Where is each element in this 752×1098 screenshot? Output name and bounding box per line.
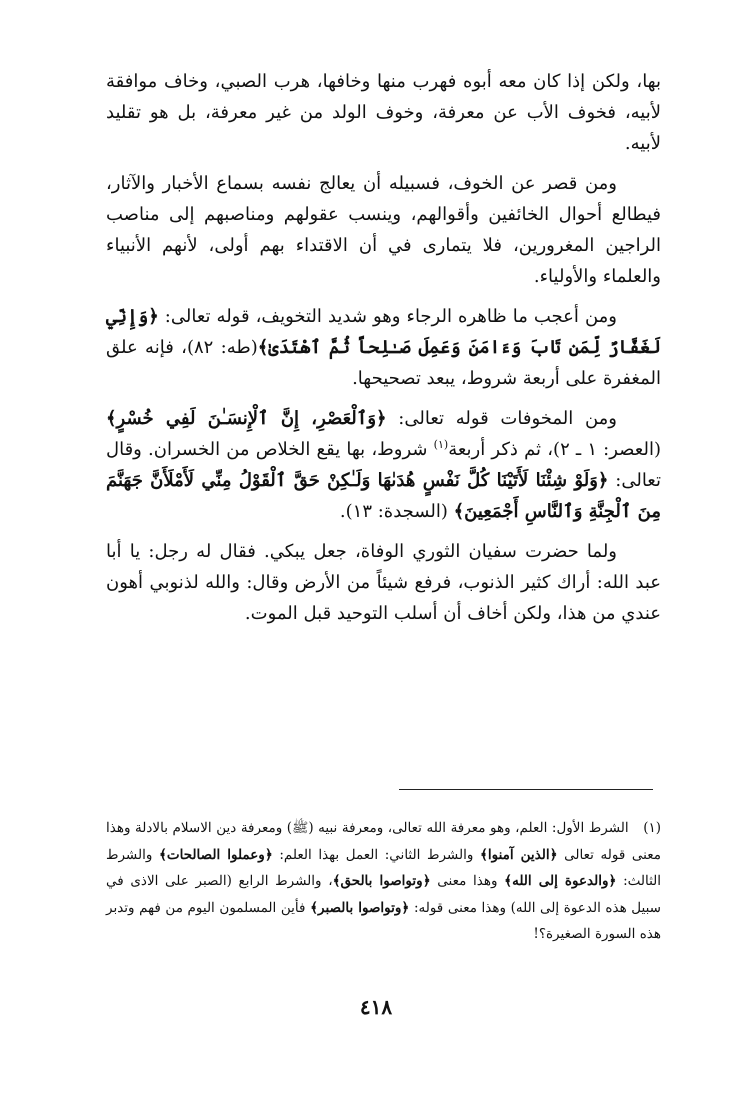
paragraph-3-rest: فإنه علق المغفرة على أربعة شروط، يبعد تصحيحها. xyxy=(106,337,661,389)
footnote-text-3: والشرط الثالث: xyxy=(106,846,662,889)
footnote-number: (١) xyxy=(643,820,662,836)
verse-reference-taha: (طه: ٨٢)، xyxy=(181,337,258,358)
footnote-text-6: فأين المسلمون اليوم من فهم وتدبر هذه السورة الصغيرة؟! xyxy=(106,899,661,942)
footnote-text-4: وهذا معنى xyxy=(437,873,498,889)
footnote-marker[interactable]: (١) xyxy=(433,438,449,451)
paragraph-3 xyxy=(106,301,661,394)
paragraph-4-after-footnote: شروط، بها يقع الخلاص من الخسران. xyxy=(148,439,428,460)
main-text xyxy=(106,66,661,629)
paragraph-4-intro: ومن المخوفات قوله تعالى: xyxy=(398,408,617,429)
footnote xyxy=(106,815,661,948)
footnote-text-5: ، والشرط الرابع (الصبر على الاذى في سبيل هذه الدعوة إلى الله) وهذا معنى قوله: xyxy=(106,873,661,916)
footnote-text-1: الشرط الأول: العلم، وهو معرفة الله تعالى، ومعرفة نبيه (ﷺ) ومعرفة دين الاسلام بالادلة وهذا معنى قوله تعالى xyxy=(106,820,661,863)
paragraph-4 xyxy=(106,403,661,527)
paragraph-1: بها، ولكن إذا كان معه أبوه فهرب منها وخافها، هرب الصبي، وخاف موافقة لأبيه، فخوف الأب عن معرفة، وخوف الولد من غير معرفة، بل هو تقليد لأبيه. xyxy=(106,71,661,154)
quran-verse-asr: ﴿وَٱلْعَصْرِ، إِنَّ ٱلْإِنسَـٰنَ لَفِي خُسْرٍ﴾ xyxy=(106,408,387,429)
footnote-quran-3: ﴿والدعوة إلى الله﴾ xyxy=(504,873,617,889)
footnote-divider xyxy=(399,789,653,790)
paragraph-5: ولما حضرت سفيان الثوري الوفاة، جعل يبكي. فقال له رجل: يا أبا عبد الله: أراك كثير الذنوب، فرفع شيئاً من الأرض وقال: والله لذنوبي أهون عندي من هذا، ولكن أخاف أن أسلب التوحيد قبل الموت. xyxy=(106,541,661,624)
footnote-quran-4: ﴿وتواصوا بالحق﴾ xyxy=(332,873,431,889)
footnote-quran-1: ﴿الذين آمنوا﴾ xyxy=(479,846,558,863)
footnote-quran-2: ﴿وعملوا الصالحات﴾ xyxy=(158,846,273,863)
footnote-quran-5: ﴿وتواصوا بالصبر﴾ xyxy=(310,899,410,916)
quran-verse-sajda: ﴿وَلَوْ شِئْنَا لَأَتَيْنَا كُلَّ نَفْسٍ هُدَىٰهَا وَلَـٰكِنْ حَقَّ ٱلْقَوْلُ مِنِّي لَأَمْلَأَنَّ جَهَنَّمَ مِنَ ٱلْجِنَّةِ وَٱلنَّاسِ أَجْمَعِينَ﴾ xyxy=(106,470,661,522)
paragraph-3-intro: ومن أعجب ما ظاهره الرجاء وهو شديد التخويف، قوله تعالى: xyxy=(164,306,617,327)
verse-reference-asr: (العصر: ١ ـ ٢)، ثم ذكر أربعة xyxy=(448,439,661,460)
quran-verse-taha: ﴿وَإِنِّي لَغَفَّارٌ لِّمَن تَابَ وَءَامَنَ وَعَمِلَ صَـٰلِحاً ثُمَّ ٱهْتَدَىٰ﴾ xyxy=(106,306,661,358)
verse-reference-sajda: (السجدة: ١٣). xyxy=(339,501,448,522)
paragraph-4-intro-2: وقال تعالى: xyxy=(106,439,661,491)
page-number: ٤١٨ xyxy=(359,995,393,1019)
footnote-text-2: والشرط الثاني: العمل بهذا العلم: xyxy=(279,846,474,863)
paragraph-2: ومن قصر عن الخوف، فسبيله أن يعالج نفسه بسماع الأخبار والآثار، فيطالع أحوال الخائفين وأقوالهم، وينسب عقولهم ومناصبهم إلى مناصب الراجين المغرورين، فلا يتمارى في أن الاقتداء بهم أولى، لأنهم الأنبياء والعلماء والأولياء. xyxy=(106,173,661,287)
